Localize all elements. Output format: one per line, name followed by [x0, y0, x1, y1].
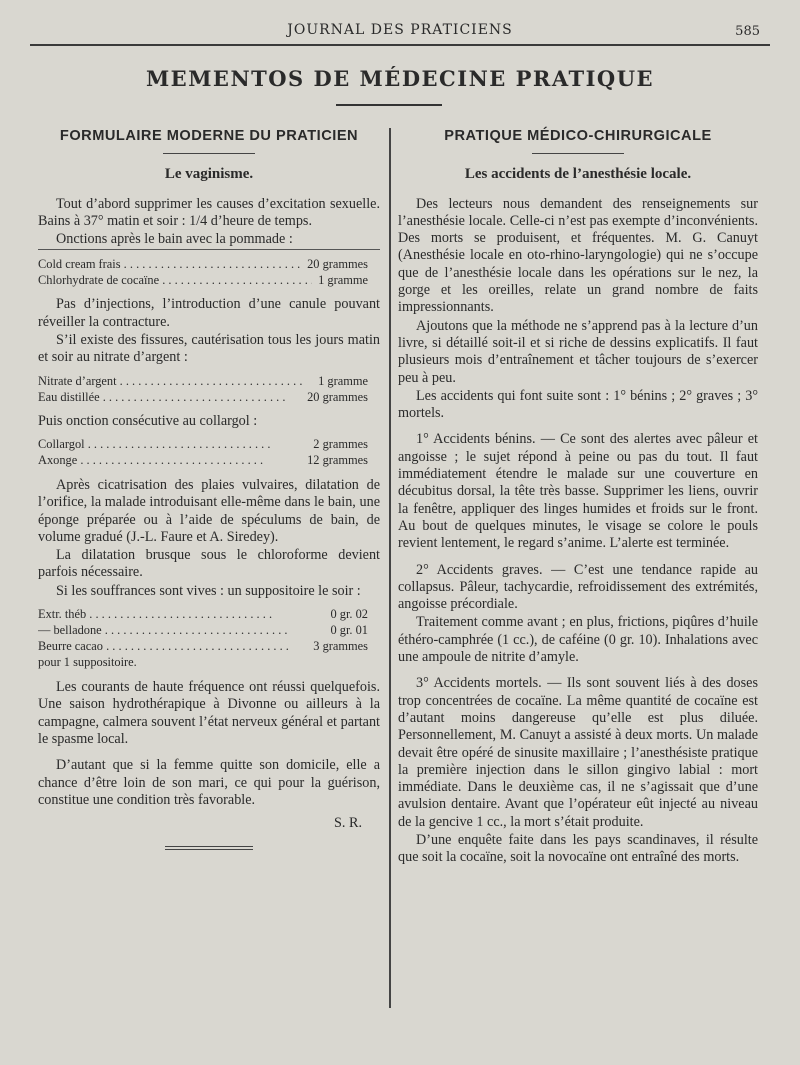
paragraph: Si les souffrances sont vives : un suppositoire le soir : [56, 582, 361, 599]
paragraph: Les courants de haute fréquence ont réussi quelquefois. Une saison hydrothérapique à Divonne ou ailleurs à la campagne, calmera souvent l’état nerveux général et partant le spasme local. [38, 679, 380, 747]
prescription-1 [38, 256, 368, 288]
paragraph: Ajoutons que la méthode ne s’apprend pas à la lecture d’un livre, si détaillé soit-il et si riche de dessins explicatifs. Il faut plusieurs mois d’entraînement et tâcher toujours de s’exercer peu à peu. [398, 317, 758, 386]
prescription-line: Axonge . . . 12 grammes [38, 452, 368, 468]
running-head: JOURNAL DES PRATICIENS [287, 22, 513, 38]
end-rule [165, 846, 253, 850]
prescription-4 [38, 606, 368, 670]
column-divider [389, 128, 391, 1008]
title-rule [336, 104, 442, 106]
paragraph: 3° Accidents mortels. — Ils sont souvent liés à des doses trop concentrées de cocaïne. La même quantité de cocaïne est d’autant moins dangereuse qu’elle est plus diluée. Personnellement, M. Canuyt a assisté à deux morts. Un malade devait être opéré de sinusite maxillaire ; l’anesthésiste pratique la première injection dans le sillon gingivo labial : mort immédiate. Dans le deuxième cas, il ne s’agissait que d’une avulsion dentaire. Avant que l’opérateur eût injecté au niveau de la gencive 1 cc., la mort s’était produite. [398, 675, 758, 830]
right-section-heading: PRATIQUE MÉDICO-CHIRURGICALE [444, 128, 712, 144]
prescription-line: Eau distillée . . . 20 grammes [38, 389, 368, 405]
prescription-line: Chlorhydrate de cocaïne . . . 1 gramme [38, 272, 368, 288]
paragraph: D’une enquête faite dans les pays scandinaves, il résulte que soit la cocaïne, soit la novocaïne ont entraîné des morts. [398, 831, 758, 866]
left-article-title: Le vaginisme. [164, 166, 254, 183]
left-column [38, 128, 380, 850]
prescription-line: Nitrate d’argent . . . 1 gramme [38, 373, 368, 389]
paragraph: Pas d’injections, l’introduction d’une canule pouvant réveiller la contracture. [38, 296, 380, 330]
paragraph: Après cicatrisation des plaies vulvaires, dilatation de l’orifice, la malade introduisant elle-même dans le bain, une éponge préparée ou à l’aide de spéculums de bain, de volume gradué (J.-L. Faure et A. Siredey). [38, 476, 380, 545]
header-rule [30, 44, 770, 46]
right-section-rule [532, 153, 624, 154]
paragraph: Des lecteurs nous demandent des renseignements sur l’anesthésie locale. Celle-ci n’est pas exempte d’inconvénients. Des morts se produisent, et fréquentes. M. G. Canuyt (Anesthésie locale en oto-rhino-laryngologie) qui ne s’occupe que de l’anesthésie locale dans les opérations sur le nez, la gorge et les oreilles, relate un grand nombre de faits impressionnants. [398, 195, 758, 316]
paragraph: Onctions après le bain avec la pommade : [38, 231, 380, 250]
prescription-note: pour 1 suppositoire. [38, 655, 137, 670]
right-article-title: Les accidents de l’anesthésie locale. [464, 166, 692, 183]
prescription-line: — belladone . . . 0 gr. 01 [38, 622, 368, 638]
paragraph: Puis onction consécutive au collargol : [38, 412, 258, 429]
paragraph: 1° Accidents bénins. — Ce sont des alertes avec pâleur et angoisse ; le sujet répond à peine ou pas du tout. Il faut immédiatement étendre le malade sur une couverture en décubitus dorsal, la tête très basse. Supprimer les liens, ouvrir la fenêtre, appliquer des linges humides et froids sur le front. Au bout de quelques minutes, le visage se colore le pouls revient lentement, le regard s’anime. L’alerte est terminée. [398, 431, 758, 552]
prescription-2 [38, 373, 368, 405]
paragraph: Tout d’abord supprimer les causes d’excitation sexuelle. Bains à 37° matin et soir : 1/4 d’heure de temps. [38, 195, 380, 229]
left-section-heading: FORMULAIRE MODERNE DU PRATICIEN [59, 128, 359, 144]
main-title: MEMENTOS DE MÉDECINE PRATIQUE [145, 66, 655, 91]
prescription-line: Collargol . . . 2 grammes [38, 436, 368, 452]
left-section-rule [163, 153, 255, 154]
paragraph: Les accidents qui font suite sont : 1° bénins ; 2° graves ; 3° mortels. [398, 387, 758, 422]
prescription-line: Cold cream frais . . . 20 grammes [38, 256, 368, 272]
paragraph: 2° Accidents graves. — C’est une tendance rapide au collapsus. Pâleur, tachycardie, refroidissement des extrémités, angoisse précordiale. [398, 561, 758, 613]
prescription-line: Beurre cacao . . . 3 grammes [38, 638, 368, 654]
paragraph: La dilatation brusque sous le chloroforme devient parfois nécessaire. [38, 547, 380, 581]
paragraph: S’il existe des fissures, cautérisation tous les jours matin et soir au nitrate d’argent : [38, 332, 380, 366]
prescription-3 [38, 436, 368, 468]
signature: S. R. [334, 815, 362, 832]
page-number: 585 [735, 24, 760, 39]
paragraph: D’autant que si la femme quitte son domicile, elle a chance d’être loin de son mari, ce qui pour la guérison, constitue une condition très favorable. [38, 757, 380, 808]
paragraph: Traitement comme avant ; en plus, frictions, piqûres d’huile éthéro-camphrée (1 cc.), de caféine (0 gr. 10). Inhalations avec une ampoule de nitrite d’amyle. [398, 614, 758, 666]
right-column [398, 128, 758, 867]
prescription-line: Extr. théb . . . 0 gr. 02 [38, 606, 368, 622]
